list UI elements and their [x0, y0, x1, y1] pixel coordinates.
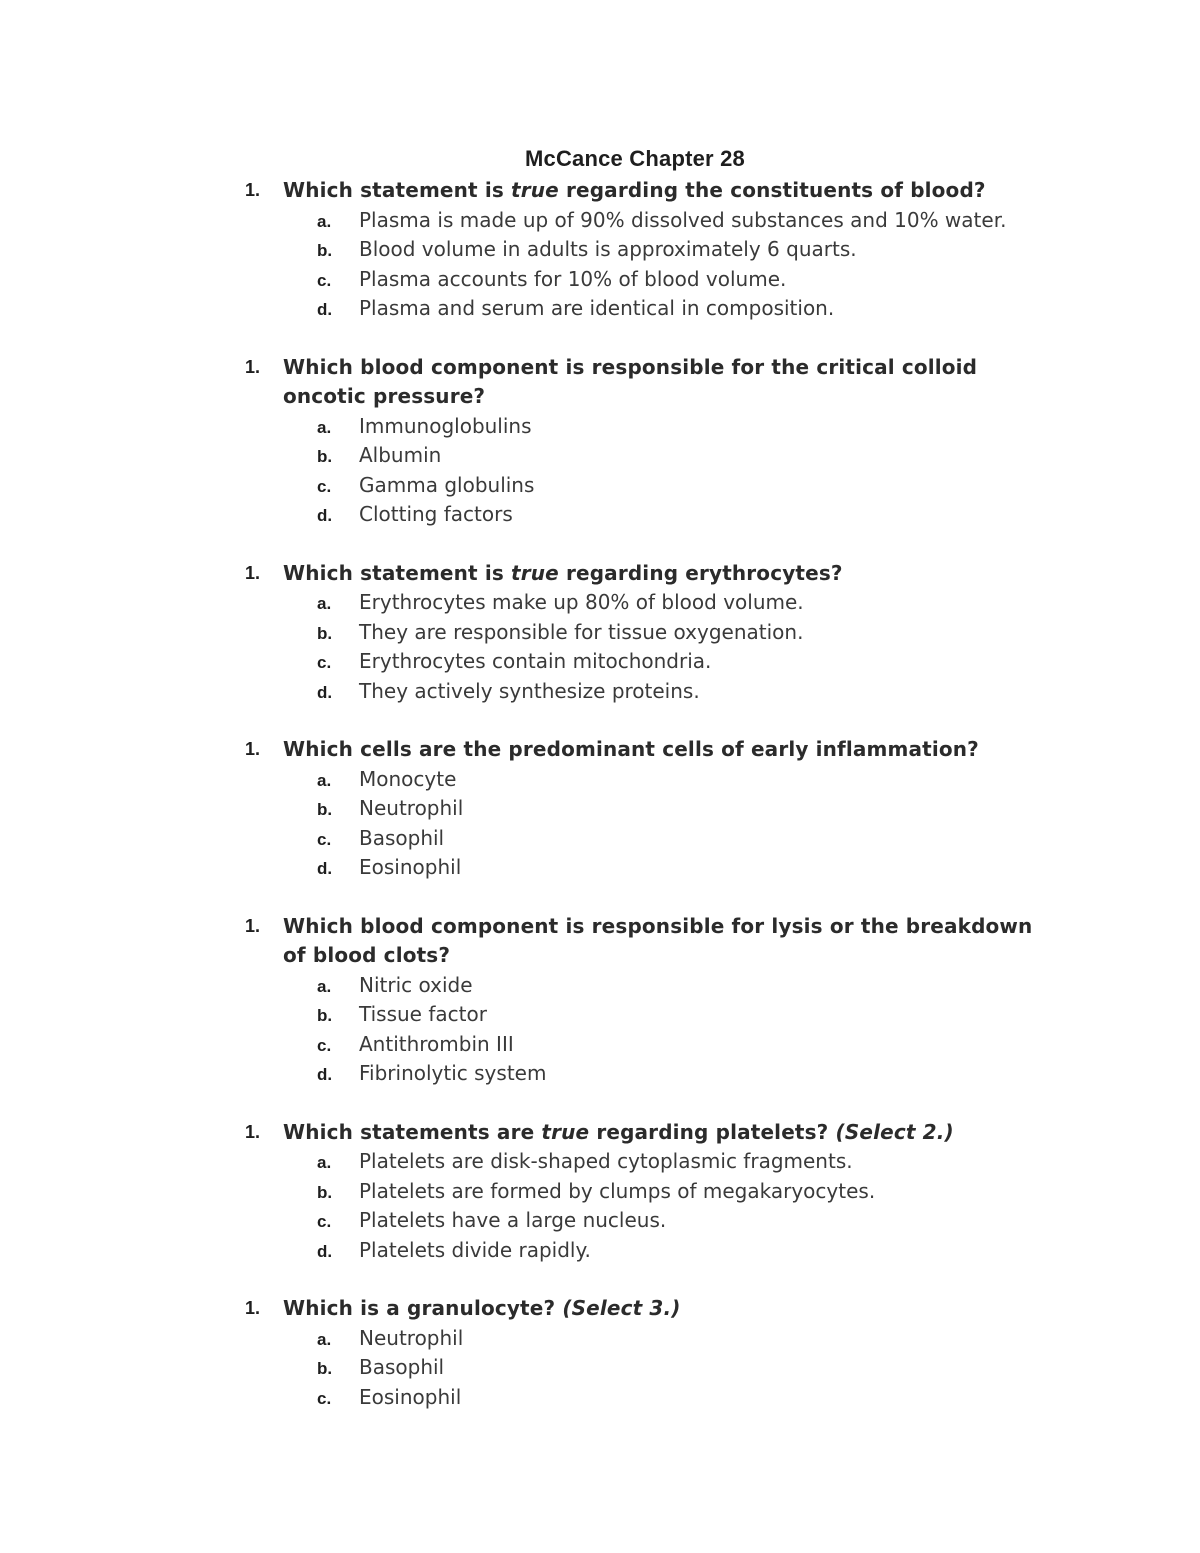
answer-option [0, 853, 1200, 883]
option-text: Neutrophil [359, 796, 464, 820]
question-stem [0, 1294, 1200, 1324]
answer-option [0, 265, 1200, 295]
question-item [0, 1294, 1200, 1412]
question-text-segment: Which statement is [283, 560, 512, 585]
answer-option [0, 206, 1200, 236]
option-letter: c. [317, 1035, 332, 1055]
option-text: Plasma accounts for 10% of blood volume. [359, 266, 787, 291]
option-letter: d. [317, 1241, 333, 1261]
option-letter: c. [317, 1388, 332, 1408]
option-text: Blood volume in adults is approximately 6 quarts. [359, 237, 857, 261]
option-text: Neutrophil [359, 1325, 464, 1350]
question-text-segment: regarding the constituents of blood? [558, 178, 986, 202]
answer-option [0, 1000, 1200, 1030]
answer-options [0, 971, 1200, 1089]
question-list [0, 176, 1200, 1441]
option-text: Plasma and serum are identical in composition. [359, 296, 835, 320]
option-letter: b. [317, 241, 333, 260]
question-text [283, 1294, 1060, 1324]
answer-option [0, 500, 1200, 530]
option-letter: d. [317, 300, 333, 319]
option-letter: a. [317, 594, 332, 613]
option-letter: d. [317, 1065, 333, 1084]
option-text: Monocyte [359, 766, 457, 791]
answer-option [0, 1059, 1200, 1089]
option-text: Nitric oxide [359, 972, 473, 997]
option-text: Platelets are disk-shaped cytoplasmic fragments. [359, 1149, 853, 1173]
option-text: They actively synthesize proteins. [359, 678, 700, 703]
question-item [0, 353, 1200, 530]
option-text: Antithrombin III [359, 1031, 514, 1056]
answer-option [0, 971, 1200, 1001]
question-text [283, 353, 1060, 412]
question-number: 1. [245, 739, 261, 759]
answer-option [0, 765, 1200, 795]
question-text-segment: Which statement is [283, 178, 512, 202]
answer-options [0, 765, 1200, 883]
answer-option [0, 647, 1200, 677]
question-number: 1. [245, 356, 261, 377]
option-letter: b. [317, 1359, 333, 1378]
question-stem [0, 912, 1200, 971]
option-text: Erythrocytes contain mitochondria. [359, 649, 712, 673]
question-text-segment: Which cells are the predominant cells of early inflammation? [283, 737, 979, 761]
option-text: Eosinophil [359, 855, 462, 879]
option-letter: b. [317, 623, 333, 643]
answer-option [0, 824, 1200, 854]
option-text: Platelets have a large nucleus. [359, 1208, 667, 1232]
question-number: 1. [245, 1121, 261, 1142]
option-text: Basophil [359, 825, 445, 850]
option-letter: c. [317, 1212, 332, 1231]
option-letter: c. [317, 270, 332, 290]
question-item [0, 912, 1200, 1089]
question-text-emphasis: true [511, 560, 559, 585]
answer-option [0, 1353, 1200, 1383]
answer-option [0, 1383, 1200, 1413]
option-text: Basophil [359, 1355, 445, 1379]
answer-option [0, 1147, 1200, 1177]
option-text: Eosinophil [359, 1384, 462, 1409]
option-letter: a. [317, 770, 332, 790]
question-item [0, 1118, 1200, 1266]
option-letter: d. [317, 506, 333, 525]
question-text-segment: regarding erythrocytes? [558, 560, 843, 585]
page-title: McCance Chapter 28 [524, 146, 745, 171]
option-text: Fibrinolytic system [359, 1061, 547, 1085]
question-text [283, 912, 1060, 971]
answer-option [0, 618, 1200, 648]
option-letter: d. [317, 682, 333, 702]
option-text: Erythrocytes make up 80% of blood volume. [359, 590, 804, 614]
option-letter: c. [317, 476, 332, 496]
answer-option [0, 1236, 1200, 1266]
option-letter: c. [317, 653, 332, 672]
option-letter: a. [317, 417, 332, 437]
question-text-segment: Which is a granulocyte? [283, 1296, 563, 1320]
answer-option [0, 1177, 1200, 1207]
option-text: They are responsible for tissue oxygenation. [359, 619, 804, 644]
answer-option [0, 412, 1200, 442]
question-stem [0, 353, 1200, 412]
option-letter: a. [317, 1329, 332, 1349]
option-text: Clotting factors [359, 502, 513, 526]
option-text: Albumin [359, 443, 442, 467]
option-letter: b. [317, 447, 333, 466]
question-item [0, 559, 1200, 707]
question-text [283, 559, 1060, 589]
option-letter: a. [317, 976, 332, 996]
option-text: Plasma is made up of 90% dissolved substances and 10% water. [359, 207, 1007, 232]
option-text: Platelets are formed by clumps of megakaryocytes. [359, 1178, 876, 1203]
question-text-emphasis: (Select 3.) [562, 1296, 681, 1320]
answer-option [0, 441, 1200, 471]
question-text-segment: Which statements are [283, 1119, 542, 1144]
answer-options [0, 412, 1200, 530]
answer-option [0, 1206, 1200, 1236]
option-letter: b. [317, 1182, 333, 1202]
option-text: Immunoglobulins [359, 413, 532, 438]
answer-options [0, 588, 1200, 706]
question-stem [0, 559, 1200, 589]
question-stem [0, 176, 1200, 206]
answer-options [0, 206, 1200, 324]
answer-options [0, 1147, 1200, 1265]
option-text: Platelets divide rapidly. [359, 1237, 591, 1262]
question-text-segment: regarding platelets? [589, 1119, 836, 1144]
answer-options [0, 1324, 1200, 1413]
question-text-emphasis: (Select 2.) [835, 1119, 954, 1144]
question-item [0, 176, 1200, 324]
question-number: 1. [245, 562, 261, 583]
answer-option [0, 677, 1200, 707]
answer-option [0, 294, 1200, 324]
option-letter: a. [317, 1153, 332, 1172]
answer-option [0, 1324, 1200, 1354]
question-text-emphasis: true [511, 178, 559, 202]
option-letter: b. [317, 1006, 333, 1025]
question-text-segment: Which blood component is responsible for lysis or the breakdown of blood clots? [283, 913, 1033, 967]
question-stem [0, 1118, 1200, 1148]
answer-option [0, 588, 1200, 618]
option-letter: b. [317, 800, 333, 819]
question-stem [0, 735, 1200, 765]
question-number: 1. [245, 1298, 261, 1318]
question-text [283, 176, 1060, 206]
answer-option [0, 1030, 1200, 1060]
option-text: Gamma globulins [359, 472, 535, 497]
answer-option [0, 235, 1200, 265]
question-text [283, 735, 1060, 765]
option-text: Tissue factor [359, 1002, 487, 1026]
option-letter: d. [317, 859, 333, 878]
option-letter: a. [317, 211, 332, 231]
answer-option [0, 794, 1200, 824]
question-number: 1. [245, 180, 261, 200]
question-text [283, 1118, 1060, 1148]
question-number: 1. [245, 915, 261, 936]
question-item [0, 735, 1200, 883]
question-text-segment: Which blood component is responsible for the critical colloid oncotic pressure? [283, 354, 978, 408]
answer-option [0, 471, 1200, 501]
question-text-emphasis: true [541, 1119, 590, 1144]
option-letter: c. [317, 829, 332, 849]
